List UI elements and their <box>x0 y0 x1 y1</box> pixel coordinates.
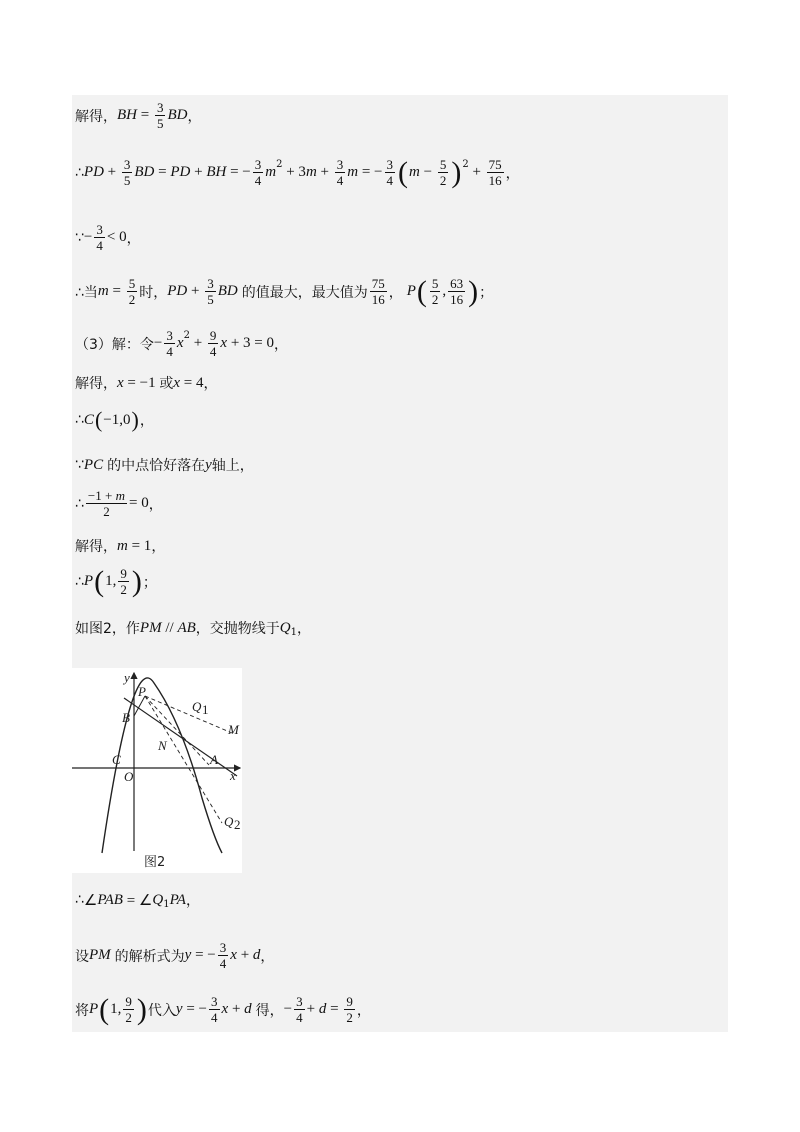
line-part3: （3）解：令 − $\frac{3}{4}$ x 2 + $\frac{9}{4}$ x + 3 = 0 ， <box>75 328 288 359</box>
text-because: ∵ <box>75 457 84 473</box>
label-o: O <box>124 769 134 784</box>
text-shi: 时， <box>139 284 168 301</box>
text-therefore: ∴ <box>75 573 84 590</box>
label-a: A <box>210 752 218 767</box>
label-c: C <box>112 752 121 767</box>
label-n: N <box>158 738 167 753</box>
text-comma: ， <box>151 539 166 555</box>
line-roots: 解得， x = −1 或 x = 4 ， <box>75 374 218 392</box>
text-intersect: ，交抛物线于 <box>195 621 280 637</box>
label-q2: Q <box>224 814 234 829</box>
line-midpoint-eq: ∴ $\frac{-1 + m}{2}$ = 0 ， <box>75 488 163 519</box>
text-into: 代入 <box>147 1002 176 1019</box>
label-y: y <box>124 670 130 685</box>
text-comma: ， <box>187 108 202 125</box>
text-semicolon: ； <box>479 284 494 301</box>
text-therefore: ∴ <box>75 892 84 908</box>
text-when: ∴当 <box>75 284 98 301</box>
text-substitute: 将 <box>75 1002 89 1019</box>
line-point-c: ∴ C ( −1,0 ) ， <box>75 407 154 432</box>
line-negative: ∵ − $\frac{3}{4}$ < 0 ， <box>75 222 141 253</box>
text-expression: 的解析式为 <box>114 948 185 965</box>
label-q1: Q <box>192 699 202 714</box>
line-midpoint: ∵ PC 的中点恰好落在 y 轴上， <box>75 456 254 474</box>
text-midpoint: 的中点恰好落在 <box>107 458 206 474</box>
text-therefore: ∴ <box>75 412 84 428</box>
text-get: 得， <box>255 1002 284 1019</box>
label-m: M <box>228 722 239 737</box>
figure-diagram <box>72 668 242 873</box>
text-max-value: 最大值为 <box>311 284 368 301</box>
line-pm-equation: 设 PM 的解析式为 y = − $\frac{3}{4}$ x + d ， <box>75 940 275 971</box>
label-x: x <box>230 768 236 783</box>
figure-2 <box>72 668 242 873</box>
line-substitute: 将 P ( 1, $\frac{9}{2}$ ) 代入 y = − $\frac{3}{4}$ x + d 得， − $\frac{3}{4}$ + d = $\frac{9}{2}$ ， <box>75 992 371 1026</box>
text-comma: ， <box>203 376 218 392</box>
label-p: P <box>138 684 146 699</box>
text-therefore: ∴ <box>75 495 84 512</box>
text-or: 或 <box>159 376 174 392</box>
text-comma: ， <box>139 413 154 429</box>
line-point-p: ∴ P ( 1, $\frac{9}{2}$ ) ； <box>75 564 157 598</box>
line-pd-expression: ∴ PD + $\frac{3}{5}$ BD = PD + BH = − $\frac{3}{4}$ m 2 + 3 m + $\frac{3}{4}$ m = − $\frac{3}{4}$ ( m − $\frac{5}{2}$ ) 2 + $\frac{75}{16}$ ， <box>75 155 520 189</box>
text-comma: ， <box>260 948 275 965</box>
text-part3: （3）解：令 <box>75 336 154 353</box>
text-comma: ， <box>126 230 141 247</box>
text-comma: ， <box>505 165 520 182</box>
text-comma: ， <box>274 336 288 353</box>
text-prefix: 解得， <box>75 539 117 555</box>
label-q2-sub: 2 <box>234 817 241 832</box>
label-q1-sub: 1 <box>202 702 209 717</box>
line-construct: 如图2，作 PM // AB ，交抛物线于 Q 1 ， <box>75 619 311 638</box>
line-ab <box>124 698 237 776</box>
text-comma: ， <box>356 1002 371 1019</box>
line-pm <box>145 696 232 733</box>
label-b: B <box>122 710 130 725</box>
text-figure2: 如图2，作 <box>75 621 140 637</box>
line-max-value: ∴当 m = $\frac{5}{2}$ 时， PD + $\frac{3}{5}$ BD 的值最大， 最大值为 $\frac{75}{16}$ ， P ( $\frac{5}{2}$ , $\frac{63}{16}$ ) ； <box>75 274 494 308</box>
text-comma: ， <box>148 496 163 513</box>
text-comma: ， <box>296 621 311 637</box>
text-comma: ， <box>388 284 403 301</box>
line-m-value: 解得， m = 1 ， <box>75 537 166 555</box>
text-prefix: 解得， <box>75 376 117 392</box>
text-axis: 轴上， <box>211 458 254 474</box>
text-therefore: ∴ <box>75 164 84 181</box>
line-angle: ∴ ∠ PAB = ∠ Q 1 PA ， <box>75 891 200 910</box>
line-solve-bh: 解得， BH = $\frac{3}{5}$ BD ， <box>75 100 202 131</box>
text-let: 设 <box>75 948 89 965</box>
text-max: 的值最大， <box>241 284 312 301</box>
figure-caption: 图2 <box>144 855 166 870</box>
text-because: ∵ <box>75 229 84 246</box>
text-semicolon: ； <box>142 574 157 591</box>
text-prefix: 解得， <box>75 108 117 125</box>
text-comma: ， <box>185 893 200 909</box>
